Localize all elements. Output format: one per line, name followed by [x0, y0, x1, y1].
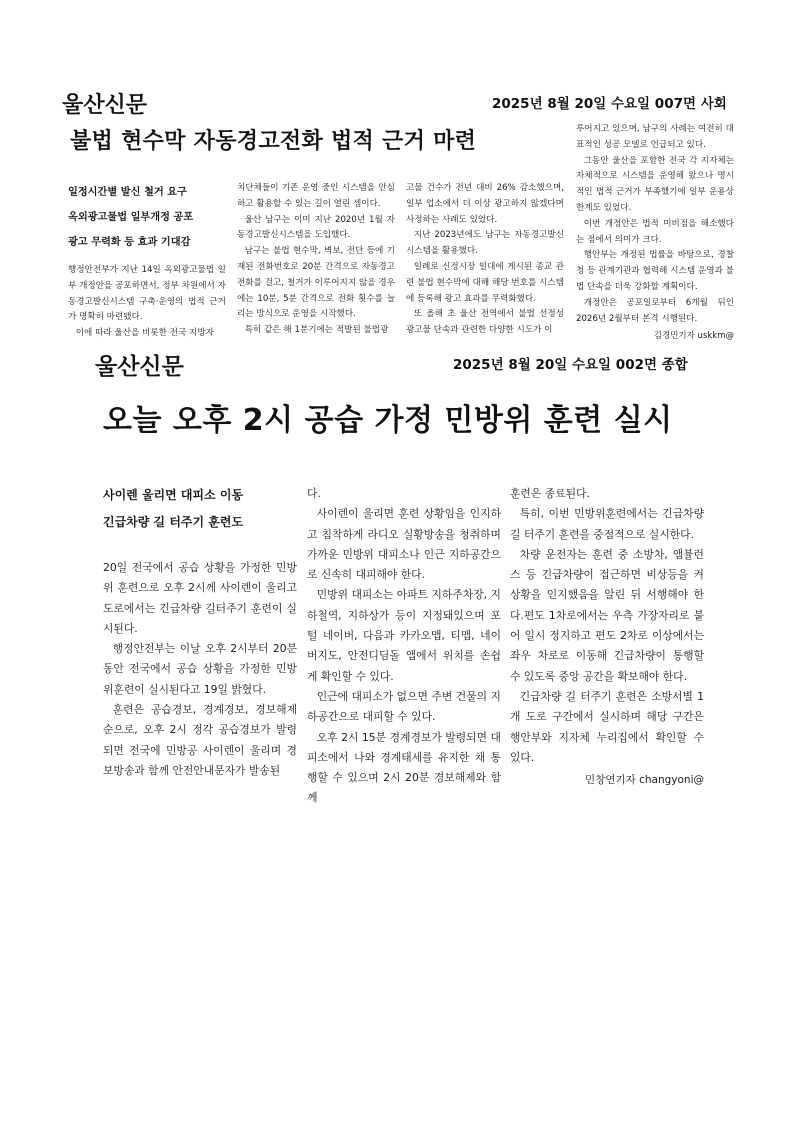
- column-3: [510, 484, 704, 790]
- paragraph: 이번 개정안은 법적 미비점을 해소했다는 점에서 의미가 크다.: [576, 218, 734, 245]
- paragraph: 행정안전부가 지난 14일 옥외광고물법 일부 개정안을 공포하면서, 정부 차원에서 자동경고발신시스템 구축·운영의 법적 근거가 명확히 마련됐다.: [68, 265, 226, 323]
- paragraph: 긴급차량 길 터주기 훈련은 소방서별 1개 도로 구간에서 실시하며 해당 구간은 행안부와 지자체 누리집에서 확인할 수 있다.: [510, 689, 704, 764]
- newspaper-masthead: 울산신문: [95, 354, 184, 380]
- paragraph: 인근에 대피소가 없으면 주변 건물의 지하공간으로 대피할 수 있다.: [307, 689, 501, 724]
- paragraph: 또 올해 초 울산 전역에서 불법 선정성 광고물 단속과 관련한 다양한 시도가 이: [406, 309, 564, 336]
- dateline: 2025년 8월 20일 수요일 002면 종합: [453, 357, 688, 373]
- column-3: [406, 181, 564, 339]
- column-4: [576, 122, 734, 345]
- subhead: 광고 무력화 등 효과 기대감: [68, 237, 191, 248]
- byline: 김경민기자 uskkm@: [653, 331, 734, 342]
- headline: 오늘 오후 2시 공습 가정 민방위 훈련 실시: [103, 403, 673, 438]
- byline: 민창연기자 changyoni@: [585, 774, 704, 787]
- paragraph: 행정안전부는 이날 오후 2시부터 20분 동안 전국에서 공습 상황을 가정한 민방위훈련이 실시된다고 19일 밝혔다.: [103, 642, 297, 696]
- subhead: 일정시간별 발신 철거 요구: [68, 187, 187, 198]
- subhead: 옥외광고물법 일부개정 공포: [68, 212, 194, 223]
- paragraph: 울산 남구는 이미 지난 2020년 1월 자동경고발신시스템을 도입했다.: [237, 214, 395, 241]
- column-1: [103, 482, 297, 781]
- paragraph: 그동안 울산을 포함한 전국 각 지자체는 자체적으로 시스템을 운영해 왔으나 명시적인 법적 근거가 부족했기에 일부 운용상 한계도 있었다.: [576, 155, 734, 213]
- subhead: 사이렌 울리면 대피소 이동: [103, 488, 244, 502]
- paragraph: 훈련은 공습경보, 경계경보, 경보해제 순으로, 오후 2시 정각 공습경보가 발령되면 전국에 민방공 사이렌이 울리며 경보방송과 함께 안전안내문자가 발송된: [103, 703, 297, 777]
- paragraph: 남구는 불법 현수막, 벽보, 전단 등에 기재된 전화번호로 20분 간격으로 자동경고 전화를 걸고, 철거가 이루어지지 않을 경우에는 10분, 5분 간격으로 전화 횟수를 늘리는 방식으로 운영을 시작했다.: [237, 246, 395, 320]
- headline: 불법 현수막 자동경고전화 법적 근거 마련: [70, 129, 477, 154]
- paragraph: 민방위 대피소는 아파트 지하주차장, 지하철역, 지하상가 등이 지정돼있으며 포털 네이버, 다음과 카카오맵, 티맵, 네이버지도, 안전디딤돌 앱에서 위치를 손쉽게 확인할 수 있다.: [307, 588, 501, 683]
- paragraph: 지난 2023년에도 남구는 자동경고발신시스템을 활용했다.: [406, 230, 564, 257]
- article-illegal-banner: [0, 80, 800, 370]
- subhead: 긴급차량 길 터주기 훈련도: [103, 515, 244, 529]
- paragraph: 오후 2시 15분 경계경보가 발령되면 대피소에서 나와 경계태세를 유지한 채 통행할 수 있으며 2시 20분 경보해제와 함께: [307, 730, 501, 805]
- paragraph: 사이렌이 울리면 훈련 상황임을 인지하고 침착하게 라디오 실황방송을 청취하며 가까운 민방위 대피소나 인근 지하공간으로 신속히 대피해야 한다.: [307, 507, 501, 582]
- column-2: [307, 484, 501, 809]
- paragraph: 이에 따라 울산을 비롯한 전국 지방자: [75, 328, 214, 339]
- newspaper-masthead: 울산신문: [62, 93, 148, 118]
- dateline: 2025년 8월 20일 수요일 007면 사회: [492, 96, 727, 112]
- paragraph: 고물 건수가 전년 대비 26% 감소했으며, 일부 업소에서 더 이상 광고하지 않겠다며 사정하는 사례도 있었다.: [406, 183, 564, 225]
- paragraph: 특히, 이번 민방위훈련에서는 긴급차량 길 터주기 훈련을 중점적으로 실시한다.: [510, 507, 704, 541]
- column-1: [68, 180, 226, 342]
- paragraph: 행안부는 개정된 법률을 바탕으로, 경찰청 등 관계기관과 협력해 시스템 운영과 불법 단속을 더욱 강화할 계획이다.: [576, 250, 734, 292]
- spacer: [68, 255, 226, 263]
- paragraph: 치단체들이 기존 운영 중인 시스템을 안심하고 활용할 수 있는 길이 열린 셈이다.: [237, 183, 395, 209]
- paragraph: 특히 같은 해 1분기에는 적발된 불법광: [244, 325, 389, 336]
- article-civil-defense: [0, 340, 800, 805]
- paragraph: 20일 전국에서 공습 상황을 가정한 민방위 훈련으로 오후 2시께 사이렌이 울리고 도로에서는 긴급차량 길터주기 훈련이 실시된다.: [103, 561, 297, 635]
- column-2: [237, 181, 395, 339]
- paragraph: 개정안은 공포일로부터 6개월 뒤인 2026년 2월부터 본격 시행된다.: [576, 297, 734, 324]
- paragraph: 루어지고 있으며, 남구의 사례는 여전히 대표적인 성공 모델로 언급되고 있다.: [576, 124, 734, 150]
- paragraph: 다.: [307, 487, 321, 500]
- paragraph: 차량 운전자는 훈련 중 소방차, 앰뷸런스 등 긴급차량이 접근하면 비상등을 켜 상황을 인지했음을 알린 뒤 서행해야 한다.편도 1차로에서는 우측 가장자리로 붙어 일시 정지하고 편도 2차로 이상에서는 좌우 차로로 이동해 긴급차량이 통행할 수 있도록 중앙 공간을 확보해야 한다.: [510, 547, 704, 683]
- spacer: [103, 536, 297, 558]
- paragraph: 훈련은 종료된다.: [510, 487, 590, 500]
- paragraph: 일례로 신정시장 일대에 게시된 종교 관련 불법 현수막에 대해 해당 번호를 시스템에 등록해 광고 효과를 무력화했다.: [406, 261, 564, 304]
